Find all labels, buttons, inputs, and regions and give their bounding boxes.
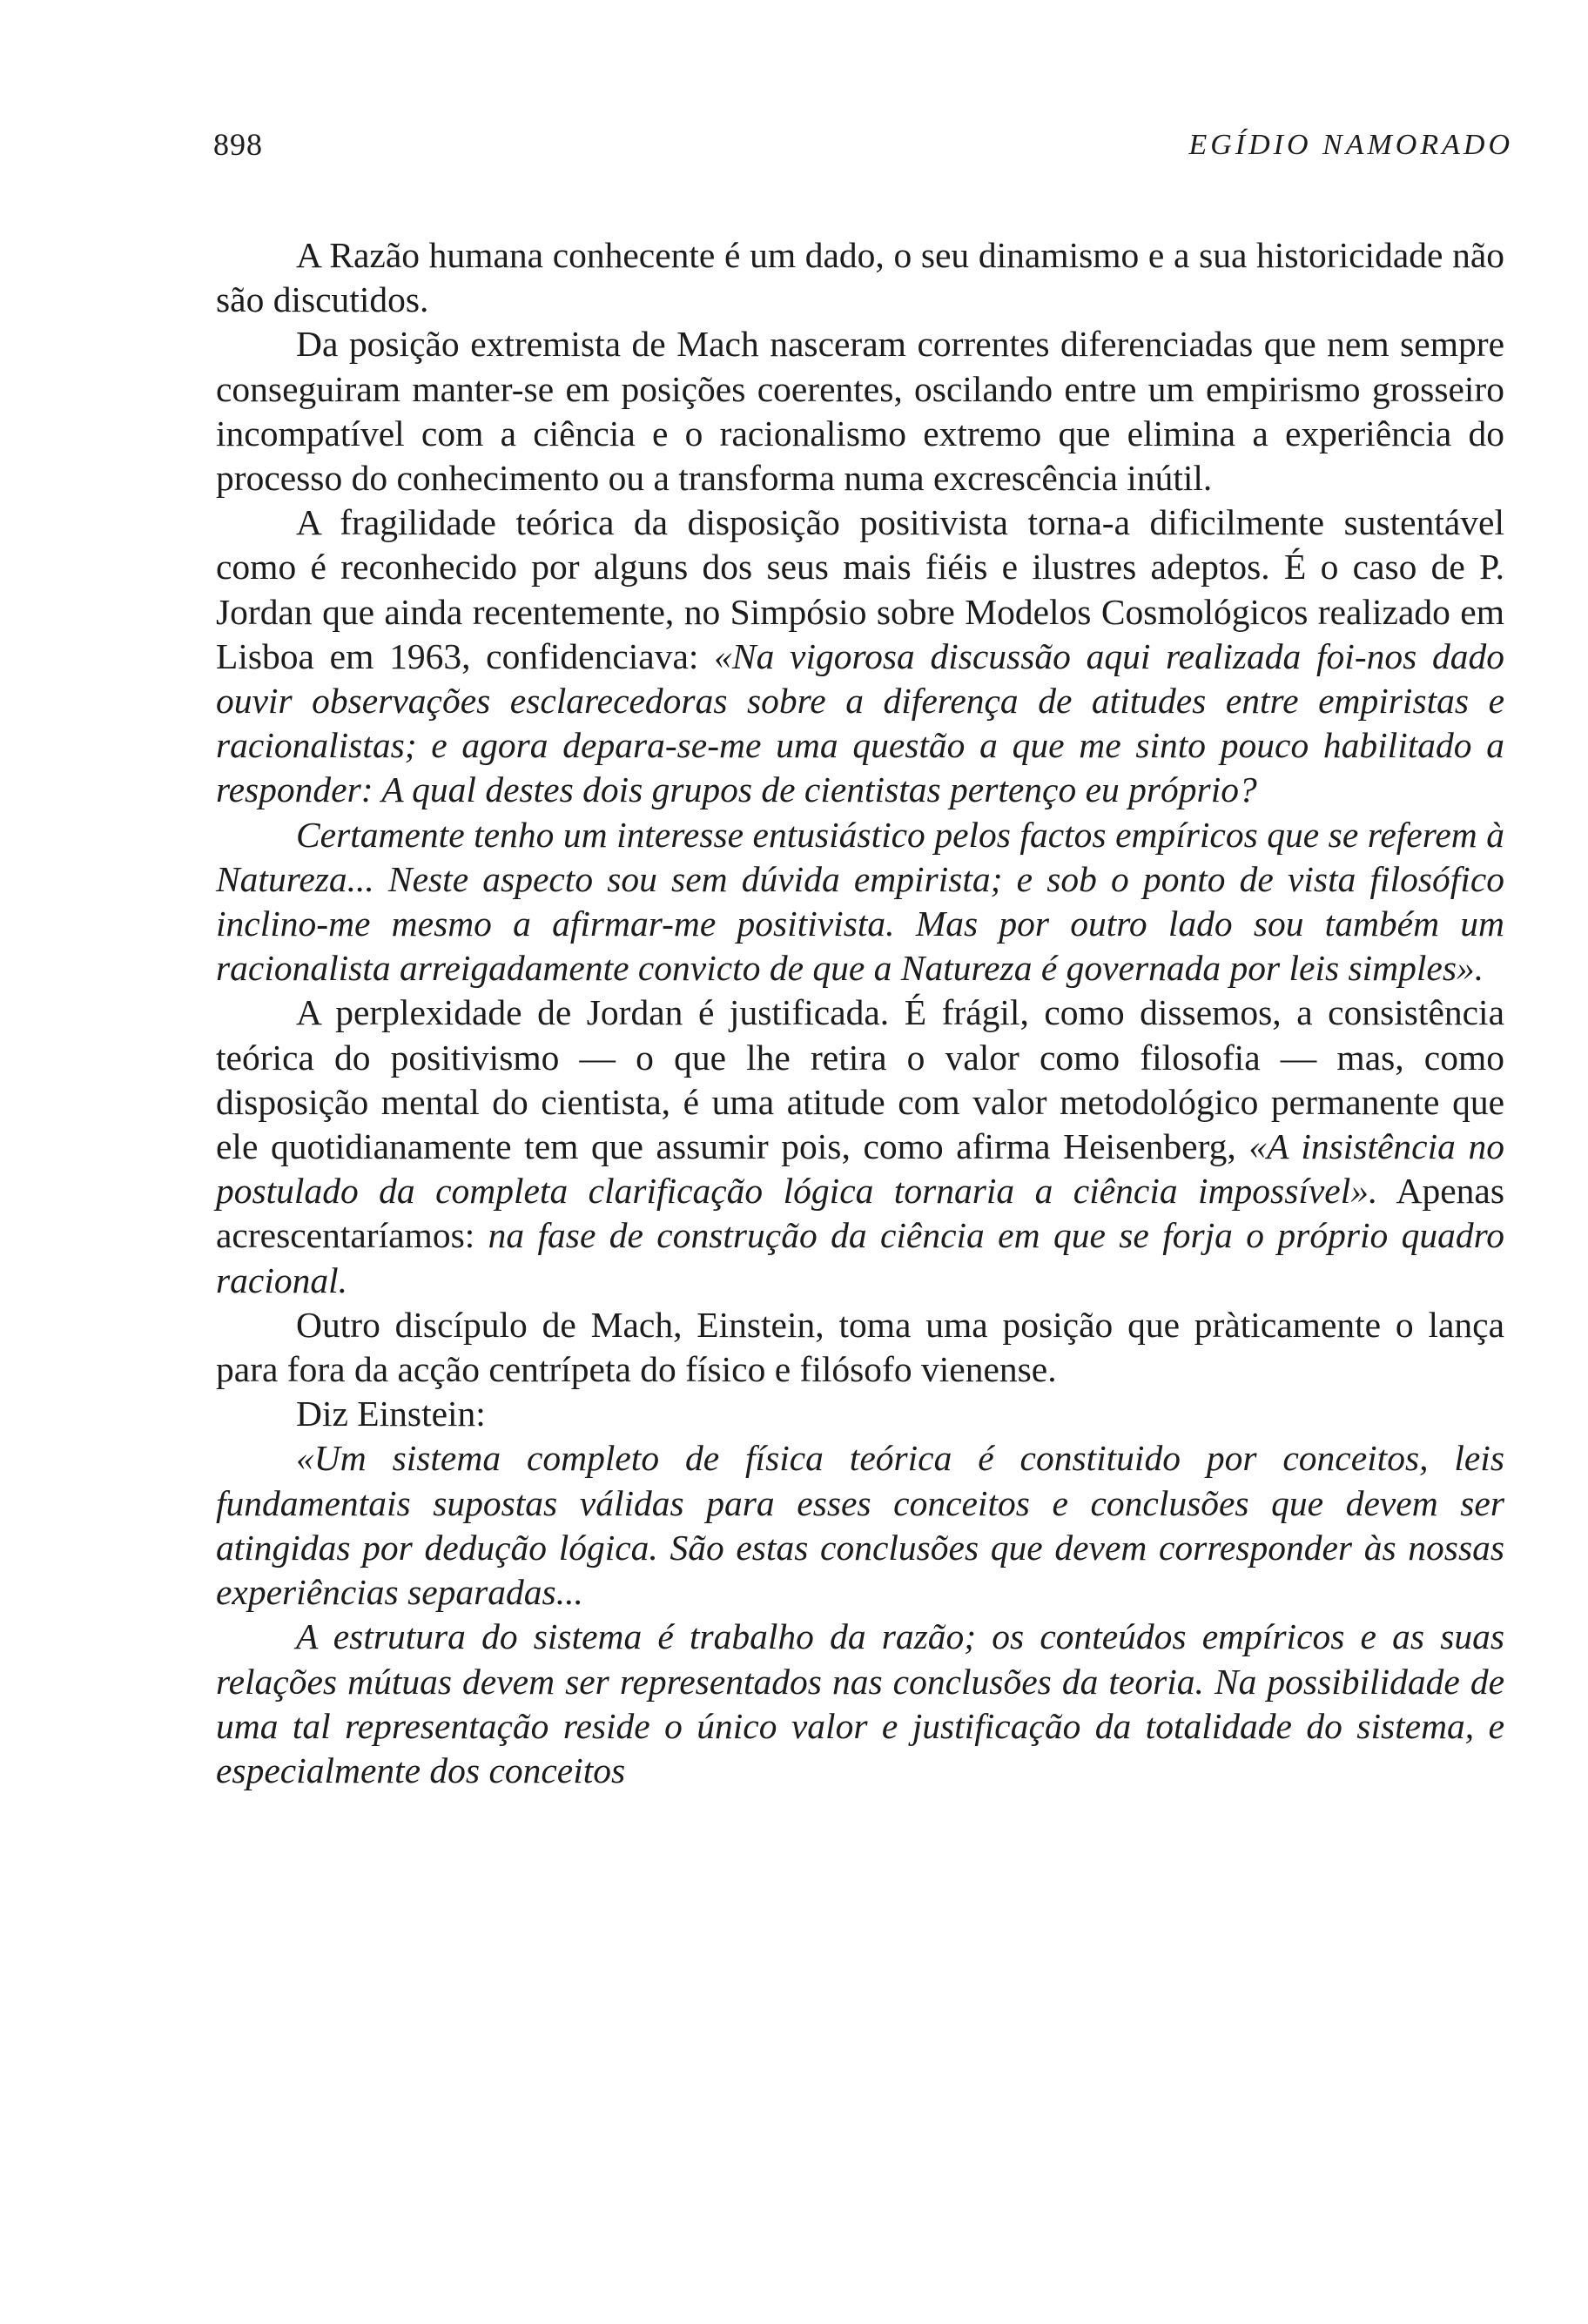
paragraph — [216, 1303, 1504, 1392]
text-segment: Outro discípulo de Mach, Einstein, toma uma posição que pràticamente o lança para fora da acção centrípeta do físico e filósofo vienense. — [216, 1304, 1504, 1390]
quotation-segment: Certamente tenho um interesse entusiástico pelos factos empíricos que se referem à Natureza... Neste aspecto sou sem dúvida empirista; e sob o ponto de vista filosófico inclino-me mesmo a afirmar-me positivista. Mas por outro lado sou também um racionalista arreigadamente convicto de que a Natureza é governada por leis simples». — [216, 814, 1504, 989]
quotation-segment: «Um sistema completo de física teórica é constituido por conceitos, leis fundamentais supostas válidas para esses conceitos e conclusões que devem ser atingidas por dedução lógica. São estas conclusões que devem corresponder às nossas experiências separadas... — [216, 1438, 1504, 1613]
text-segment: Da posição extremista de Mach nasceram correntes diferenciadas que nem sempre conseguiram manter-se em posições coerentes, oscilando entre um empirismo grosseiro incompatível com a ciência e o racionalismo extremo que elimina a experiência do processo do conhecimento ou a transforma numa excrescência inútil. — [216, 324, 1504, 499]
paragraph — [216, 1615, 1504, 1793]
body-text — [216, 233, 1504, 1793]
text-segment: A fragilidade teórica da disposição positivista torna-a dificilmente sustentável como é reconhecido por alguns dos seus mais fiéis e ilustres adeptos. É o caso de P. Jordan que ainda recentemente, no Simpósio sobre Modelos Cosmológicos realizado em Lisboa em 1963, confidenciava: — [216, 502, 1504, 676]
paragraph — [216, 1392, 1504, 1436]
running-head: EGÍDIO NAMORADO — [1188, 129, 1513, 161]
paragraph — [216, 500, 1504, 812]
text-segment: A perplexidade de Jordan é justificada. É frágil, como dissemos, a consistência teórica do positivismo — o que lhe retira o valor como filosofia — mas, como disposição mental do cientista, é uma atitude com valor metodológico permanente que ele quotidianamente tem que assumir pois, como afirma Heisenberg, — [216, 992, 1504, 1167]
quotation-segment: «A insistência no postulado da completa clarificação lógica tornaria a ciência impossível». — [216, 1126, 1504, 1212]
text-segment: Apenas acrescentaríamos: — [216, 1171, 1505, 1256]
paragraph — [216, 813, 1504, 991]
paragraph — [216, 233, 1504, 322]
paragraph — [216, 991, 1504, 1302]
page-number: 898 — [213, 127, 263, 162]
quotation-segment: «Na vigorosa discussão aqui realizada foi-nos dado ouvir observações esclarecedoras sobre a diferença de atitudes entre empiristas e racionalistas; e agora depara-se-me uma questão a que me sinto pouco habilitado a responder: A qual destes dois grupos de cientistas pertenço eu próprio? — [216, 635, 1504, 810]
paragraph — [216, 322, 1504, 500]
emphasis-segment: na fase de construção da ciência em que se forja o próprio quadro racional. — [216, 1215, 1505, 1300]
paragraph — [216, 1436, 1504, 1615]
quotation-segment: A estrutura do sistema é trabalho da razão; os conteúdos empíricos e as suas relações mútuas devem ser representados nas conclusões da teoria. Na possibilidade de uma tal representação reside o único valor e justificação da totalidade do sistema, e especialmente dos conceitos — [216, 1616, 1504, 1790]
text-segment: Diz Einstein: — [296, 1394, 486, 1434]
text-segment: A Razão humana conhecente é um dado, o seu dinamismo e a sua historicidade não são discutidos. — [216, 235, 1504, 320]
